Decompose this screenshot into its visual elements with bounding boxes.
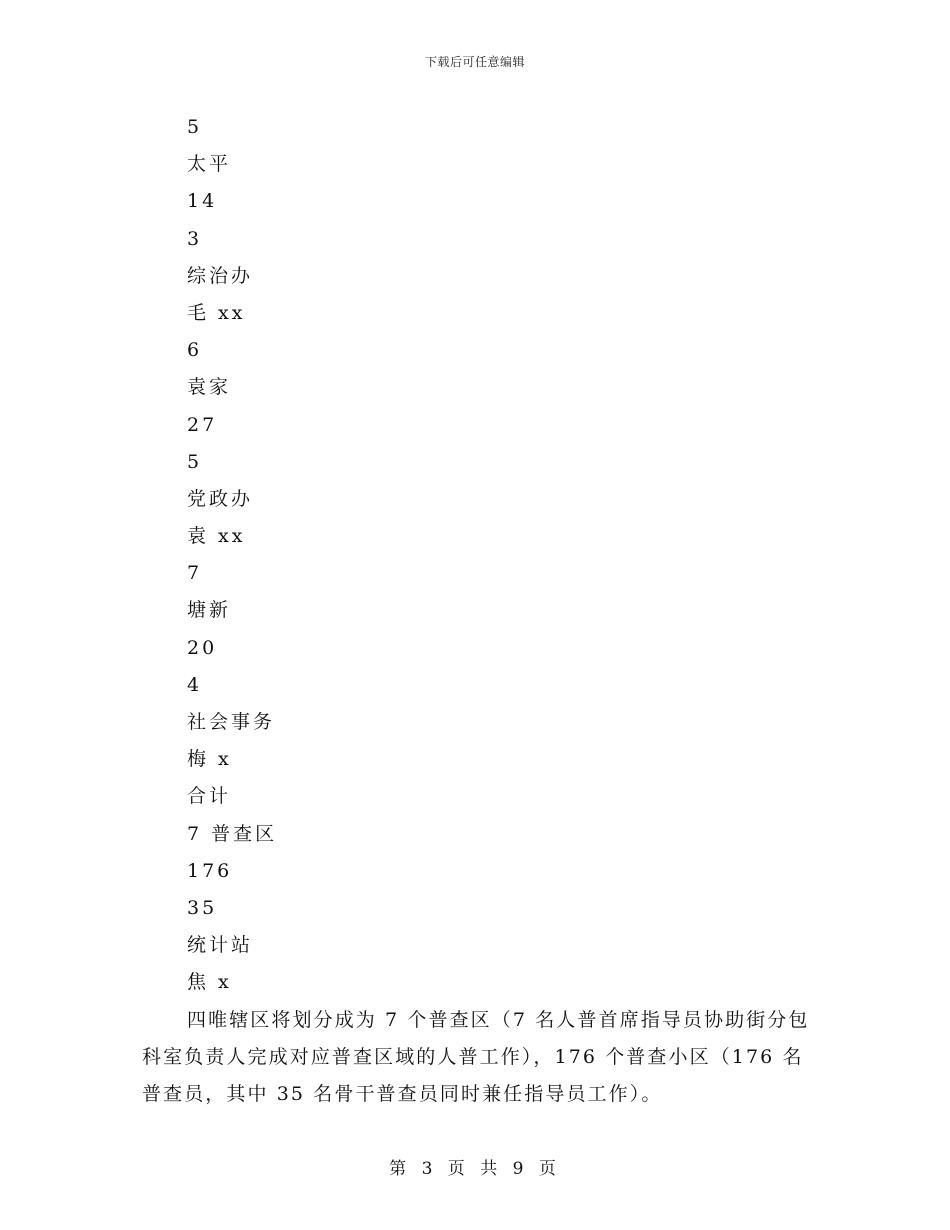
list-line: 袁家 xyxy=(187,376,232,399)
list-line: 27 xyxy=(187,413,218,436)
list-line: 14 xyxy=(187,190,218,213)
list-line: 7 普查区 xyxy=(187,822,278,845)
body-paragraph: 四唯辖区将划分成为 7 个普查区（7 名人普首席指导员协助街分包科室负责人完成对应普查区域的人普工作），176 个普查小区（176 名普查员，其中 35 名骨干普查员同时兼任指导员工作）。 xyxy=(142,1009,810,1105)
list-line: 梅 x xyxy=(187,748,232,771)
list-line: 5 xyxy=(187,450,203,473)
list-line: 35 xyxy=(187,896,218,919)
list-line: 毛 xx xyxy=(187,301,246,324)
list-line: 塘新 xyxy=(187,599,232,622)
list-line: 7 xyxy=(187,562,203,585)
list-line: 6 xyxy=(187,339,203,362)
page-header: 下载后可任意编辑 xyxy=(424,55,525,69)
list-line: 焦 x xyxy=(187,971,232,994)
list-line: 176 xyxy=(187,859,233,882)
list-line: 3 xyxy=(187,227,203,250)
list-line: 党政办 xyxy=(187,487,254,510)
list-line: 20 xyxy=(187,636,218,659)
list-line: 太平 xyxy=(187,153,232,176)
list-line: 袁 xx xyxy=(187,525,246,548)
list-line: 5 xyxy=(187,116,203,138)
page-number: 第 3 页 共 9 页 xyxy=(389,1159,561,1179)
list-line: 合计 xyxy=(187,785,232,808)
list-line: 社会事务 xyxy=(187,711,276,733)
list-line: 4 xyxy=(187,673,203,696)
content-list xyxy=(187,113,277,1006)
list-line: 统计站 xyxy=(187,934,254,957)
list-line: 综治办 xyxy=(187,264,254,287)
